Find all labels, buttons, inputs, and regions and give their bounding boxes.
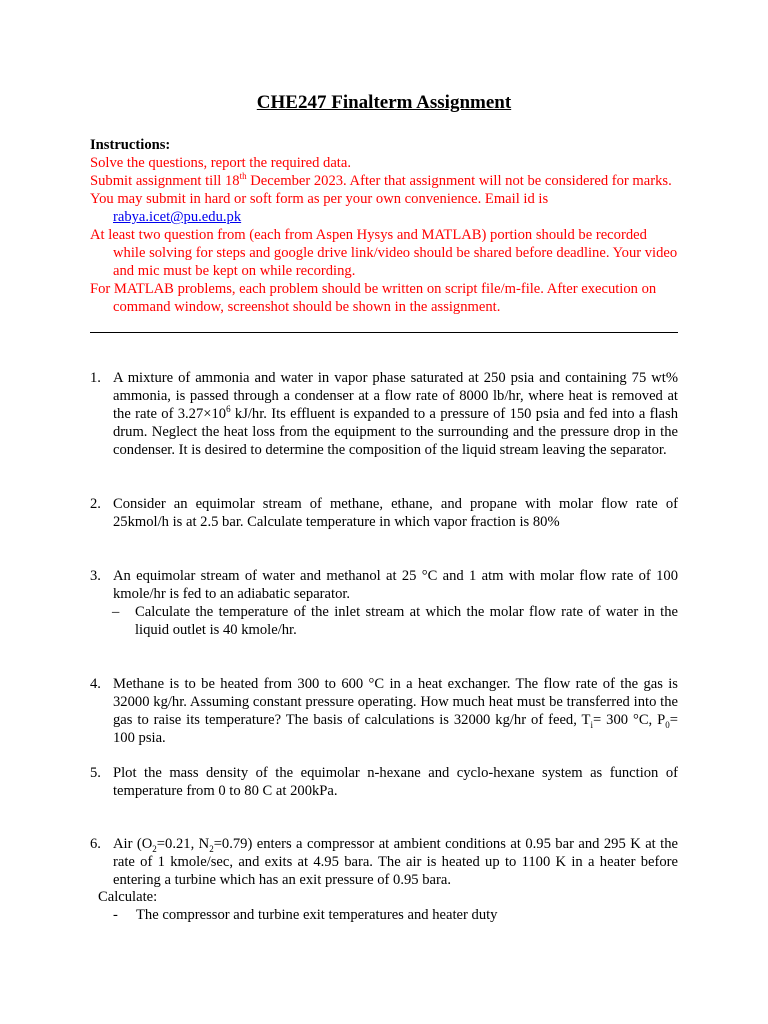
question-5 bbox=[90, 764, 678, 800]
question-text: A mixture of ammonia and water in vapor phase saturated at 250 psia and containing 75 wt% ammonia, is passed through a condenser at a flow rate of 8000 lb/hr, where heat is removed at the rate of $3.27\times 10^6$ kJ/hr. Its effluent is expanded to a pressure of 150 psia and fed into a flash drum. Neglect the heat loss from the equipment to the surrounding and the pressure drop in the condenser. It is desired to determine the composition of the liquid stream leaving the separator. bbox=[113, 370, 678, 458]
question-number: 2. bbox=[90, 496, 101, 512]
question-number: 1. bbox=[90, 370, 101, 386]
dash-bullet: – bbox=[112, 604, 120, 620]
question-6 bbox=[90, 835, 678, 889]
question-1 bbox=[90, 369, 678, 459]
question-text: Plot the mass density of the equimolar n-hexane and cyclo-hexane system as function of temperature from 0 to 80 C at 200kPa. bbox=[113, 765, 678, 799]
question-text: Consider an equimolar stream of methane, ethane, and propane with molar flow rate of 25kmol/h is at 2.5 bar. Calculate temperature in which vapor fraction is 80% bbox=[113, 496, 678, 530]
question-4 bbox=[90, 675, 678, 747]
instructions-list bbox=[90, 154, 680, 316]
instruction-item: Submit assignment till 18th December 2023. After that assignment will not be considered for marks. bbox=[90, 171, 672, 189]
dash-bullet: - bbox=[113, 907, 118, 923]
superscript: th bbox=[239, 171, 247, 182]
instruction-item: For MATLAB problems, each problem should be written on script file/m-file. After execution on command window, screenshot should be shown in the assignment. bbox=[90, 281, 657, 315]
instructions-heading: Instructions: bbox=[90, 137, 171, 153]
section-divider bbox=[90, 332, 678, 333]
question-number: 6. bbox=[90, 836, 101, 852]
instruction-item: At least two question from (each from Aspen Hysys and MATLAB) portion should be recorded while solving for steps and google drive link/video should be shared before deadline. Your video and mic must be kept on while recording. bbox=[90, 227, 678, 279]
sub-item-text: Calculate the temperature of the inlet stream at which the molar flow rate of water in the liquid outlet is 40 kmole/hr. bbox=[135, 604, 678, 638]
calculate-item-text: The compressor and turbine exit temperatures and heater duty bbox=[136, 907, 498, 923]
instructions-section bbox=[90, 136, 680, 316]
instruction-item: You may submit in hard or soft form as per your own convenience. Email id is rabya.icet@pu.edu.pk bbox=[90, 191, 549, 225]
email-link[interactable]: rabya.icet@pu.edu.pk bbox=[113, 209, 242, 225]
sub-item bbox=[112, 603, 678, 639]
question-number: 3. bbox=[90, 568, 101, 584]
question-2 bbox=[90, 495, 678, 531]
question-text: Methane is to be heated from 300 to 600 °C in a heat exchanger. The flow rate of the gas is 32000 kg/hr. Assuming constant pressure operating. How much heat must be transferred into the gas to raise its temperature? The basis of calculations is 32000 kg/hr of feed, $T_i= 300$ °C, $P_0= 100$ psia. bbox=[113, 676, 678, 746]
instruction-item: Solve the questions, report the required data. bbox=[90, 155, 351, 171]
question-3 bbox=[90, 567, 678, 639]
question-number: 5. bbox=[90, 765, 101, 781]
question-text: Air ($O_2=0.21$, $N_2=0.79$) enters a compressor at ambient conditions at 0.95 bar and 295 K at the rate of 1 kmole/sec, and exits at 4.95 bara. The air is heated up to 1100 K in a heater before entering a turbine which has an exit pressure of 0.95 bara. bbox=[113, 836, 678, 888]
question-number: 4. bbox=[90, 676, 101, 692]
question-text: An equimolar stream of water and methanol at 25 °C and 1 atm with molar flow rate of 100 kmole/hr is fed to an adiabatic separator. bbox=[113, 568, 678, 602]
calculate-label: Calculate: bbox=[98, 889, 158, 905]
page-title: CHE247 Finalterm Assignment bbox=[256, 92, 512, 113]
